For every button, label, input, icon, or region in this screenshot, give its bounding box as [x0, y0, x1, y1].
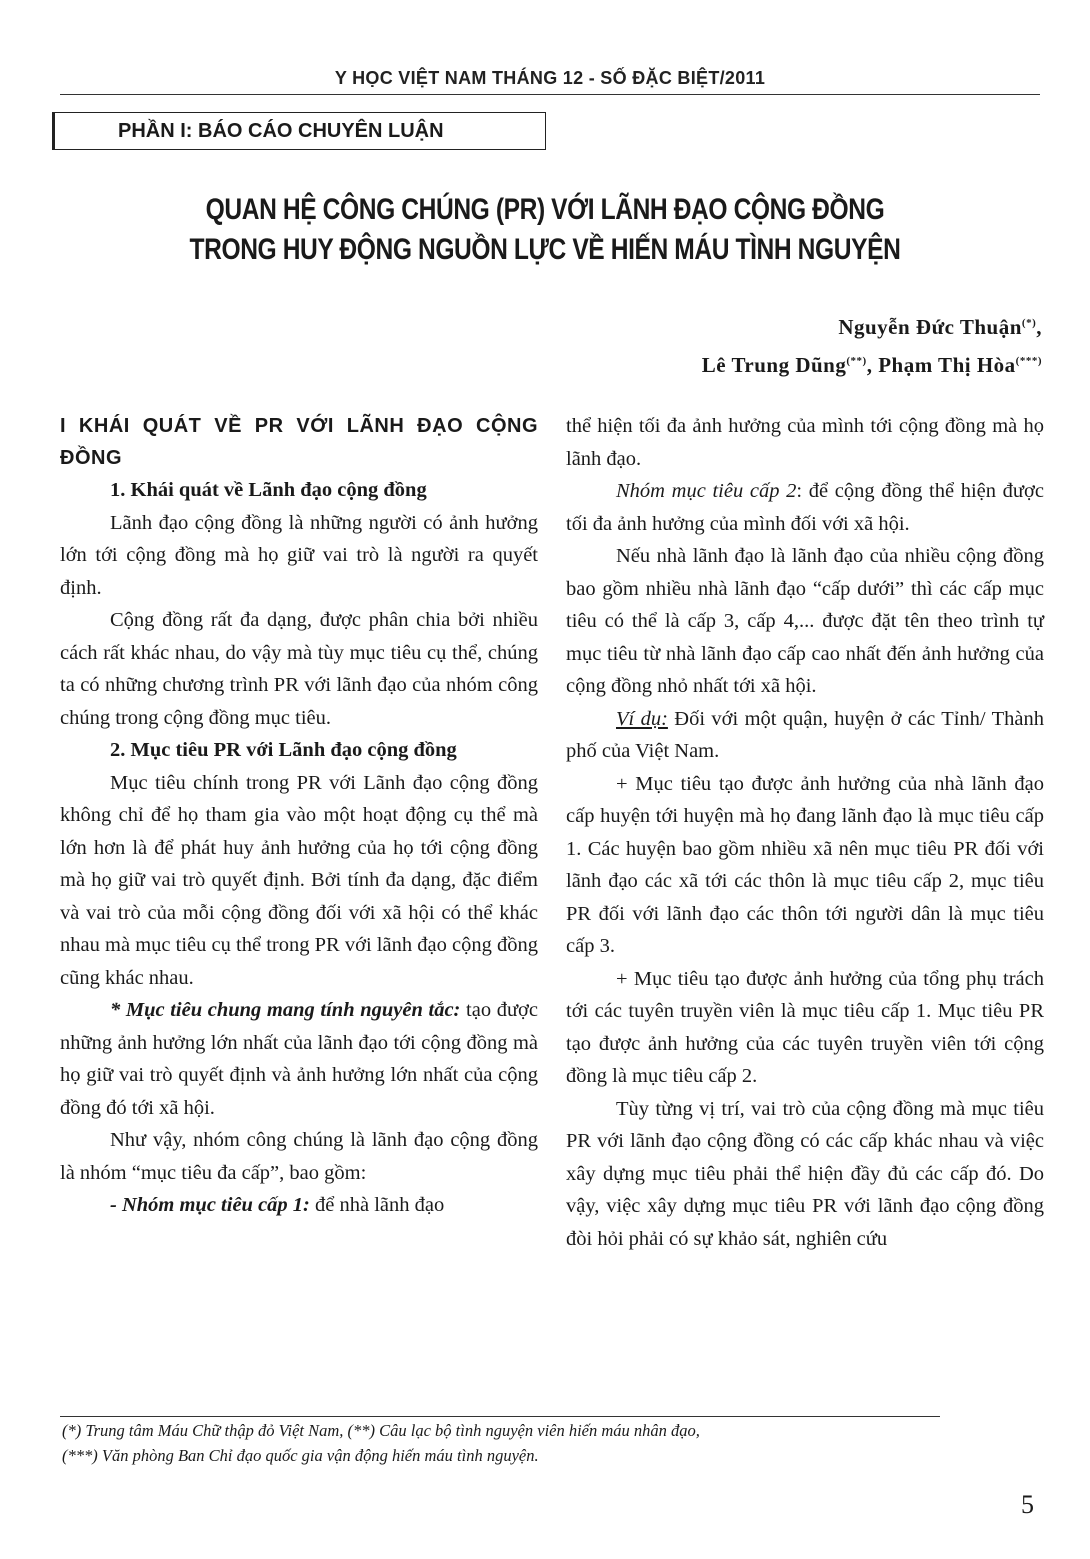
emphasis: - Nhóm mục tiêu cấp 1:	[110, 1194, 310, 1216]
footnotes	[62, 1418, 700, 1468]
author-3-mark: (***)	[1015, 355, 1042, 367]
authors	[702, 306, 1042, 382]
title-line-2: TRONG HUY ĐỘNG NGUỒN LỰC VỀ HIẾN MÁU TÌNH NGUYỆN	[189, 233, 901, 266]
author-2: Lê Trung Dũng	[701, 353, 847, 377]
paragraph	[60, 994, 538, 1124]
article-title	[98, 190, 992, 270]
paragraph: thể hiện tối đa ảnh hưởng của mình tới cộng đồng mà họ lãnh đạo.	[566, 415, 1044, 470]
left-column	[60, 410, 538, 1222]
paragraph: Như vậy, nhóm công chúng là lãnh đạo cộng đồng là nhóm “mục tiêu đa cấp”, bao gồm:	[60, 1129, 538, 1184]
section-label: PHẦN I: BÁO CÁO CHUYÊN LUẬN	[118, 120, 444, 142]
paragraph: Tùy từng vị trí, vai trò của cộng đồng mà mục tiêu PR với lãnh đạo cộng đồng có các cấp khác nhau và việc xây dựng mục tiêu phải thể hiện đầy đủ các cấp đó. Do vậy, việc xây dựng mục tiêu PR với lãnh đạo cộng đồng đòi hỏi phải có sự khảo sát, nghiên cứu	[566, 1097, 1044, 1250]
paragraph: Cộng đồng rất đa dạng, được phân chia bởi nhiều cách rất khác nhau, do vậy mà tùy mục tiêu cụ thể, chúng ta có những chương trình PR với lãnh đạo của nhóm công chúng trong cộng đồng mục tiêu.	[60, 609, 538, 729]
author-line-2: Lê Trung Dũng(**), Phạm Thị Hòa(***)	[701, 353, 1042, 377]
paragraph	[60, 1189, 538, 1222]
author-2-mark: (**)	[846, 355, 867, 367]
heading-1-1: 1. Khái quát về Lãnh đạo cộng đồng	[110, 479, 427, 501]
emphasis: Ví dụ:	[616, 707, 668, 730]
paragraph: Mục tiêu chính trong PR với Lãnh đạo cộng đồng không chỉ để họ tham gia vào một hoạt động cụ thể mà lớn hơn là để phát huy ảnh hưởng của họ tới cộng đồng mà họ giữ vai trò quyết định. Bởi tính đa dạng, đặc điểm và vai trò của mỗi cộng đồng đối với xã hội có thể khác nhau mà mục tiêu cụ thể trong PR với lãnh đạo cộng đồng cũng khác nhau.	[60, 771, 538, 989]
emphasis: Nhóm mục tiêu cấp 2	[616, 480, 797, 502]
heading-section-1: I KHÁI QUÁT VỀ PR VỚI LÃNH ĐẠO CỘNG ĐỒNG	[60, 415, 538, 469]
paragraph-text: tạo được những ảnh hưởng lớn nhất của lãnh đạo tới cộng đồng mà họ giữ vai trò quyết định và ảnh hưởng lớn nhất của cộng đồng đó tới xã hội.	[60, 999, 538, 1119]
paragraph-text: : để cộng đồng thể hiện được tối đa ảnh hưởng của mình đối với xã hội.	[566, 480, 1044, 535]
paragraph: Lãnh đạo cộng đồng là những người có ảnh hưởng lớn tới cộng đồng mà họ giữ vai trò là người ra quyết định.	[60, 511, 538, 599]
emphasis: * Mục tiêu chung mang tính nguyên tắc:	[110, 999, 461, 1021]
heading-1-2: 2. Mục tiêu PR với Lãnh đạo cộng đồng	[110, 739, 457, 761]
author-line-1: Nguyễn Đức Thuận(*),	[838, 315, 1042, 339]
page-number: 5	[1021, 1490, 1034, 1519]
page-header	[60, 0, 1030, 100]
title-line-1: QUAN HỆ CÔNG CHÚNG (PR) VỚI LÃNH ĐẠO CỘNG ĐỒNG	[205, 193, 885, 226]
paragraph-text: Đối với một quận, huyện ở các Tỉnh/ Thành phố của Việt Nam.	[566, 707, 1044, 762]
paragraph: + Mục tiêu tạo được ảnh hưởng của nhà lãnh đạo cấp huyện tới huyện mà họ đang lãnh đạo là mục tiêu cấp 1. Các huyện bao gồm nhiều xã nên mục tiêu PR đối với lãnh đạo các xã tới các thôn là mục tiêu cấp 2, mục tiêu PR đối với lãnh đạo các thôn tới người dân là mục tiêu cấp 3.	[566, 772, 1044, 957]
paragraph: + Mục tiêu tạo được ảnh hưởng của tổng phụ trách tới các tuyên truyền viên là mục tiêu cấp 1. Mục tiêu PR tạo được ảnh hưởng của các tuyên truyền viên tới cộng đồng là mục tiêu cấp 2.	[566, 967, 1044, 1087]
author-1: Nguyễn Đức Thuận	[838, 315, 1022, 339]
footnote-2: (***) Văn phòng Ban Chỉ đạo quốc gia vận động hiến máu tình nguyện.	[62, 1446, 539, 1465]
right-column	[566, 410, 1044, 1255]
author-1-mark: (*)	[1021, 317, 1037, 329]
author-3: Phạm Thị Hòa	[878, 353, 1016, 377]
paragraph	[566, 703, 1044, 768]
footnote-rule	[60, 1416, 940, 1417]
journal-title: Y HỌC VIỆT NAM THÁNG 12 - SỐ ĐẶC BIỆT/2011	[334, 68, 766, 88]
footnote-1: (*) Trung tâm Máu Chữ thập đỏ Việt Nam, (**) Câu lạc bộ tình nguyện viên hiến máu nhân đạo,	[62, 1421, 700, 1440]
paragraph: Nếu nhà lãnh đạo là lãnh đạo của nhiều cộng đồng bao gồm nhiều nhà lãnh đạo “cấp dưới” thì các cấp mục tiêu có thể là cấp 3, cấp 4,... được đặt tên theo trình tự mục tiêu từ nhà lãnh đạo cấp cao nhất đến ảnh hưởng của cộng đồng nhỏ nhất tới xã hội.	[566, 545, 1044, 697]
paragraph	[566, 475, 1044, 540]
paragraph-text: để nhà lãnh đạo	[309, 1194, 445, 1216]
header-rule	[60, 94, 1040, 95]
